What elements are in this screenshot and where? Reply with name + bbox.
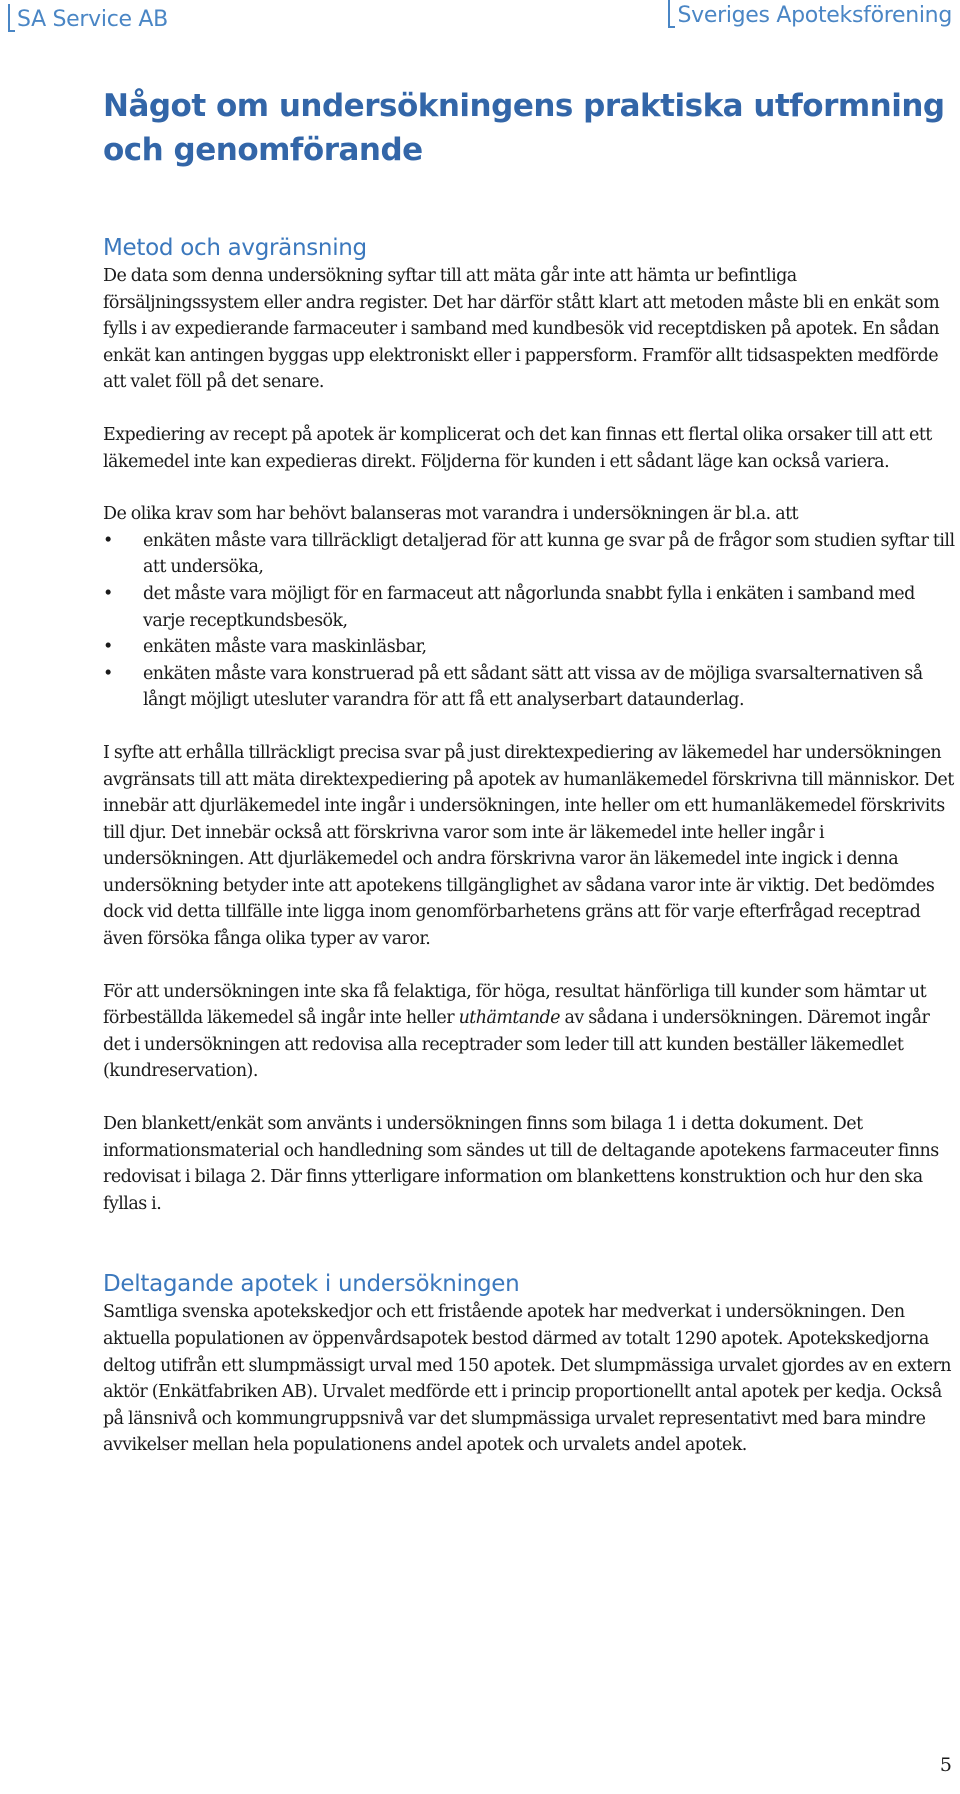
paragraph-method-2: Expediering av recept på apotek är komplicerat och det kan finnas ett flertal olika orsaker till att ett läkemedel inte kan expedieras direkt. Följderna för kunden i ett sådant läge kan också variera. [103, 424, 932, 472]
list-item [103, 581, 955, 634]
bullet-icon: • [103, 583, 113, 604]
paragraph-method-3: De olika krav som har behövt balanseras mot varandra i undersökningen är bl.a. att [103, 504, 799, 525]
list-item [103, 634, 955, 661]
header-right-logo [668, 0, 952, 28]
header-right-text: Sveriges Apoteksförening [677, 3, 952, 28]
page-content [103, 84, 955, 1459]
paragraph-text: av sådana i undersökningen. Däremot ingår det i undersökningen att redovisa alla receptrader som leder till att kunden beställer läkemedlet (kundreservation). [103, 1008, 930, 1082]
bullet-icon: • [103, 663, 113, 684]
bullet-icon: • [103, 530, 113, 551]
paragraph-method-4: I syfte att erhålla tillräckligt precisa svar på just direktexpediering av läkemedel har undersökningen avgränsats till att mäta direktexpediering på apotek av humanläkemedel förskrivna till människor. Det innebär att djurläkemedel inte ingår i undersökningen, inte heller om ett humanläkemedel förskrivits till djur. Det innebär också att förskrivna varor som inte är läkemedel inte heller ingår i undersökningen. Att djurläkemedel och andra förskrivna varor än läkemedel inte ingick i denna undersökning betyder inte att apotekens tillgänglighet av sådana varor inte är viktig. Det bedömdes dock vid detta tillfälle inte ligga inom genomförbarhetens gräns att för varje efterfrågad receptrad även försöka fånga olika typer av varor. [103, 742, 954, 950]
header-bracket-mark [668, 0, 675, 28]
page-number: 5 [939, 1754, 952, 1776]
section-heading-method: Metod och avgränsning [103, 235, 367, 261]
header-left-logo [8, 4, 168, 32]
page-title: Något om undersökningens praktiska utformning och genomförande [103, 88, 945, 168]
paragraph-method-6: Den blankett/enkät som använts i undersökningen finns som bilaga 1 i detta dokument. Det informationsmaterial och handledning som sändes ut till de deltagande apotekens farmaceuter finns redovisat i bilaga 2. Där finns ytterligare information om blankettens konstruktion och hur den ska fyllas i. [103, 1114, 939, 1214]
paragraph-participants-1: Samtliga svenska apotekskedjor och ett fristående apotek har medverkat i undersökningen. Den aktuella populationen av öppenvårdsapotek bestod därmed av totalt 1290 apotek. Apotekskedjorna deltog utifrån ett slumpmässigt urval med 150 apotek. Det slumpmässiga urvalet gjordes av en extern aktör (Enkätfabriken AB). Urvalet medförde ett i princip proportionellt antal apotek per kedja. Också på länsnivå och kommungruppsnivå var det slumpmässiga urvalet representativt med bara mindre avvikelser mellan hela populationens andel apotek och urvalets andel apotek. [103, 1302, 952, 1456]
paragraph-method-1: De data som denna undersökning syftar till att mäta går inte att hämta ur befintliga försäljningssystem eller andra register. Det har därför stått klart att metoden måste bli en enkät som fylls i av expedierande farmaceuter i samband med kundbesök vid receptdisken på apotek. En sådan enkät kan antingen byggas upp elektroniskt eller i pappersform. Framför allt tidsaspekten medförde att valet föll på det senare. [103, 266, 940, 393]
requirements-list [103, 528, 955, 714]
header-left-text: SA Service AB [17, 7, 168, 32]
bullet-icon: • [103, 637, 113, 658]
list-item [103, 528, 955, 581]
header-bracket-mark [8, 4, 15, 32]
list-item-text: enkäten måste vara maskinläsbar, [143, 637, 427, 658]
list-item-text: enkäten måste vara konstruerad på ett sådant sätt att vissa av de möjliga svarsalternativen så långt möjligt utesluter varandra för att få ett analyserbart dataunderlag. [143, 663, 923, 711]
list-item-text: det måste vara möjligt för en farmaceut att någorlunda snabbt fylla i enkäten i samband med varje receptkundsbesök, [143, 583, 915, 631]
paragraph-text: För att undersökningen inte ska få felaktiga, för höga, resultat hänförliga till kunder som hämtar ut förbeställda läkemedel så ingår inte heller [103, 981, 927, 1029]
paragraph-method-5 [103, 979, 955, 1085]
list-item-text: enkäten måste vara tillräckligt detaljerad för att kunna ge svar på de frågor som studien syftar till att undersöka, [143, 530, 955, 578]
section-heading-participants: Deltagande apotek i undersökningen [103, 1271, 520, 1298]
emphasis-text: uthämtande [458, 1008, 560, 1029]
list-item [103, 661, 955, 714]
